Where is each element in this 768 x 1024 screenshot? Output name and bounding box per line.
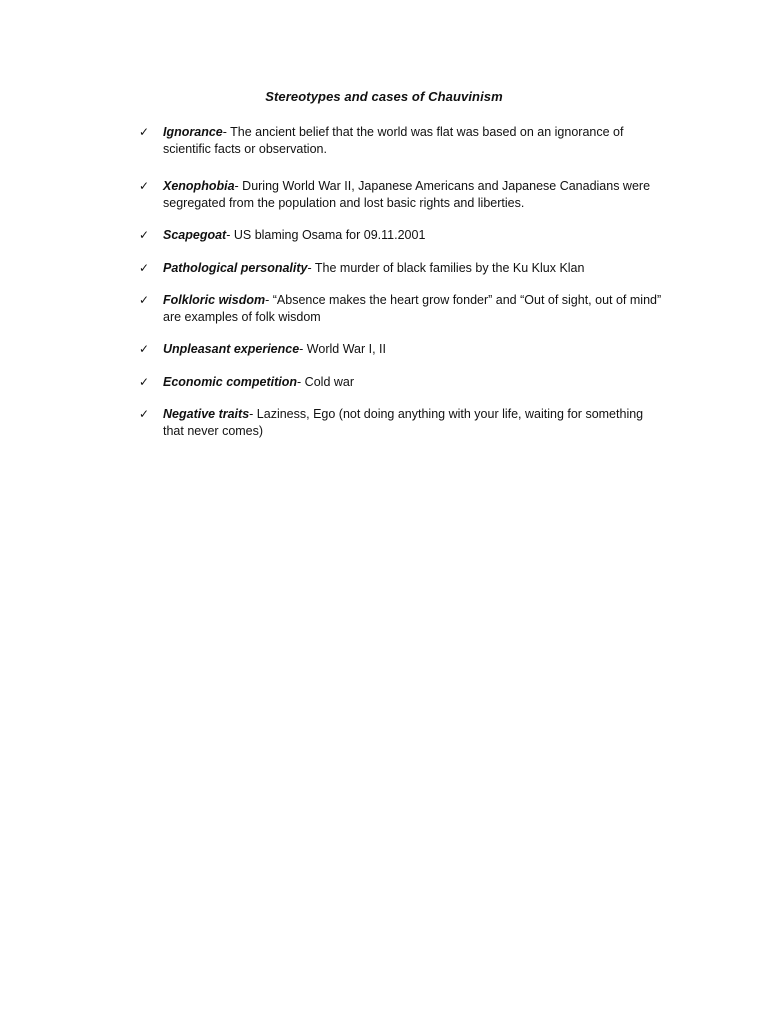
list-item-description: - The murder of black families by the Ku Klux Klan bbox=[307, 261, 585, 275]
list-item-term: Folkloric wisdom bbox=[163, 293, 266, 307]
list-item-description: - World War I, II bbox=[299, 342, 386, 356]
checkmark-icon: ✓ bbox=[139, 228, 150, 242]
list-item-term: Ignorance bbox=[163, 125, 223, 139]
list-item-text bbox=[163, 374, 663, 391]
list-item-term: Unpleasant experience bbox=[163, 342, 300, 356]
list-item-term: Scapegoat bbox=[163, 228, 227, 242]
checkmark-icon: ✓ bbox=[139, 407, 150, 421]
list-item-description: - Laziness, Ego (not doing anything with your life, waiting for something that never comes) bbox=[163, 407, 644, 438]
checkmark-icon: ✓ bbox=[139, 125, 150, 139]
list-item-term: Pathological personality bbox=[163, 261, 308, 275]
list-item-term: Xenophobia bbox=[163, 179, 235, 193]
list-item-text bbox=[163, 124, 663, 158]
list-item-text bbox=[163, 227, 663, 244]
list-item-description: - The ancient belief that the world was flat was based on an ignorance of scientific facts or observation. bbox=[163, 125, 624, 156]
document-title: Stereotypes and cases of Chauvinism bbox=[265, 89, 503, 104]
list-item-text bbox=[163, 178, 663, 212]
list-item-text bbox=[163, 341, 663, 358]
list-item-description: - Cold war bbox=[297, 375, 355, 389]
list-item-description: - US blaming Osama for 09.11.2001 bbox=[226, 228, 426, 242]
list-item-text bbox=[163, 292, 663, 326]
list-item-description: - “Absence makes the heart grow fonder” and “Out of sight, out of mind” are examples of folk wisdom bbox=[163, 293, 662, 324]
checkmark-icon: ✓ bbox=[139, 179, 150, 193]
list-item-term: Negative traits bbox=[163, 407, 250, 421]
checkmark-icon: ✓ bbox=[139, 375, 150, 389]
checkmark-icon: ✓ bbox=[139, 342, 150, 356]
checkmark-icon: ✓ bbox=[139, 293, 150, 307]
list-item-term: Economic competition bbox=[163, 375, 298, 389]
checkmark-icon: ✓ bbox=[139, 261, 150, 275]
list-item-text bbox=[163, 260, 663, 277]
list-item-text bbox=[163, 406, 663, 440]
list-item-description: - During World War II, Japanese Americans and Japanese Canadians were segregated from the population and lost basic rights and liberties. bbox=[163, 179, 651, 210]
